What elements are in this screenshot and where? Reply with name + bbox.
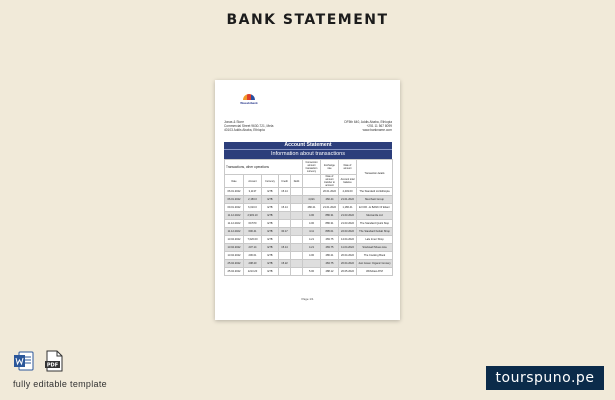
table-cell: 22.03.2022	[339, 228, 357, 236]
table-row	[225, 228, 393, 236]
svg-text:PDF: PDF	[46, 362, 59, 369]
table-cell: 4,449.00	[339, 188, 357, 196]
table-cell: ETB	[262, 204, 279, 212]
header-amount: Amount	[244, 175, 262, 188]
table-cell: 486.21	[321, 252, 339, 260]
address-line: +251 11 567 8099	[366, 124, 392, 128]
table-row	[225, 196, 393, 204]
table-cell: 11.04.2022	[339, 244, 357, 252]
table-cell: 4.11	[303, 228, 321, 236]
table-cell: 21.01.2022	[321, 204, 339, 212]
table-cell: ETB	[262, 212, 279, 220]
table-cell: 484.75	[321, 260, 339, 268]
table-cell: 25.04.2022	[225, 268, 244, 276]
table-cell: 237.14	[244, 244, 262, 252]
table-cell: 15.22	[279, 260, 291, 268]
table-cell: 6,010.0	[244, 204, 262, 212]
table-row	[225, 252, 393, 260]
table-cell: 14.04.2022	[339, 236, 357, 244]
table-cell: 886.31	[321, 212, 339, 220]
table-cell: 600.41	[244, 228, 262, 236]
transactions-table	[224, 159, 393, 276]
header-date-note: Date of amount transfer to account	[321, 175, 339, 188]
table-cell: 13.04.2022	[225, 244, 244, 252]
table-cell: 13.04.2022	[225, 252, 244, 260]
page-title: BANK STATEMENT	[226, 12, 389, 28]
address-line: 40103 Addis Ababa, Ethiopia	[224, 128, 265, 132]
table-cell: 208.20	[244, 260, 262, 268]
table-cell: E FOR - E BANK Of Ebanr	[357, 204, 393, 212]
address-line: Commercial Street 9630-721, Mela	[224, 124, 274, 128]
table-cell: 13.04.2022	[225, 236, 244, 244]
table-cell: 20.04.2022	[339, 260, 357, 268]
table-row	[225, 188, 393, 196]
table-cell: 1,186.41	[339, 204, 357, 212]
table-cell: Stockwell Shoes Ana	[357, 244, 393, 252]
table-cell	[291, 188, 303, 196]
table-cell: 488.12	[321, 268, 339, 276]
bank-address	[328, 120, 392, 132]
table-cell: 4,021	[303, 196, 321, 204]
table-cell: 21.01.2022	[339, 196, 357, 204]
table-cell: 11.12.2022	[225, 212, 244, 220]
table-cell: 60.570	[244, 220, 262, 228]
table-cell: 1213.20	[244, 268, 262, 276]
banner-title: Account Statement	[284, 142, 332, 148]
table-row	[225, 236, 393, 244]
table-cell: 206.01	[244, 252, 262, 260]
table-cell: ETB	[262, 228, 279, 236]
table-cell: 11.12.2022	[225, 228, 244, 236]
table-cell	[279, 268, 291, 276]
table-cell	[279, 236, 291, 244]
table-cell	[303, 260, 321, 268]
banner-subtitle: Information about transactions	[224, 149, 392, 158]
table-cell: The Standard Quick Stop	[357, 220, 393, 228]
table-cell: 4.00	[303, 252, 321, 260]
table-cell: Mercantile Ltd	[357, 212, 393, 220]
word-icon	[13, 350, 35, 372]
table-cell	[291, 268, 303, 276]
table-row	[225, 220, 393, 228]
table-cell	[279, 212, 291, 220]
group-header: Transactions, other operations	[225, 160, 303, 175]
table-cell: 15.14	[279, 188, 291, 196]
table-cell: ETB	[262, 252, 279, 260]
table-cell: 20.04.2022	[339, 252, 357, 260]
table-cell	[291, 204, 303, 212]
editable-caption: fully editable template	[13, 379, 107, 389]
table-row	[225, 204, 393, 212]
statement-banner	[224, 142, 392, 159]
table-cell: 25.04.2022	[225, 260, 244, 268]
table-cell: ETB	[262, 260, 279, 268]
table-cell	[279, 220, 291, 228]
format-icons	[13, 350, 65, 372]
table-cell	[303, 188, 321, 196]
table-cell: 21.03.2022	[339, 220, 357, 228]
table-cell	[279, 196, 291, 204]
table-cell: Lalu Inner Shop	[357, 236, 393, 244]
logo-text: Wasabibank	[240, 101, 258, 105]
table-cell: 2,150.0	[244, 196, 262, 204]
table-cell	[291, 212, 303, 220]
table-cell: 480.21	[303, 204, 321, 212]
table-cell	[291, 228, 303, 236]
table-cell: 15.14	[279, 244, 291, 252]
table-cell: 06.01.2022	[225, 196, 244, 204]
table-cell: 5.00	[303, 268, 321, 276]
header-transaction-details: Transaction details	[357, 160, 393, 188]
table-cell	[279, 252, 291, 260]
table-cell: Withdraw ATM	[357, 268, 393, 276]
address-line: Jonas & Store	[224, 120, 245, 124]
table-cell: 7,020.00	[244, 236, 262, 244]
table-cell: 20.05.2022	[339, 268, 357, 276]
header-credit: Credit	[279, 175, 291, 188]
table-cell: 4.21	[303, 236, 321, 244]
table-cell: Just Green Organic Grocery	[357, 260, 393, 268]
header-debit: Debit	[291, 175, 303, 188]
table-cell: Merchant Group	[357, 196, 393, 204]
table-cell: 20.01.2022	[321, 188, 339, 196]
address-line: DF5th 640, Addis Ababa, Ethiopia	[344, 120, 392, 124]
table-cell: 09.01.2022	[225, 204, 244, 212]
table-cell: 895.01	[321, 228, 339, 236]
table-cell: 4.00	[303, 220, 321, 228]
pdf-icon	[43, 350, 65, 372]
table-cell: ETB	[262, 220, 279, 228]
header-blank	[303, 175, 321, 188]
header-balance: Account total balance	[339, 175, 357, 188]
bank-logo	[235, 94, 263, 105]
header-conversion: Conversion amount transaction currency	[303, 160, 321, 175]
table-cell	[291, 260, 303, 268]
address-line: www.bankname.com	[362, 128, 392, 132]
table-cell: ETB	[262, 244, 279, 252]
table-row	[225, 212, 393, 220]
table-cell: 30.17	[279, 228, 291, 236]
brand-badge[interactable]: tourspuno.pe	[486, 366, 604, 390]
table-cell	[291, 220, 303, 228]
table-cell: 469.75	[321, 236, 339, 244]
transactions-body	[225, 188, 393, 276]
table-cell: 15.14	[279, 204, 291, 212]
table-cell: 469.75	[321, 244, 339, 252]
table-cell: The Standard Ltd Ethiopia	[357, 188, 393, 196]
header-exchange-rate: Exchange rate	[321, 160, 339, 175]
table-cell: 11.12.2022	[225, 220, 244, 228]
table-row	[225, 244, 393, 252]
table-cell	[291, 252, 303, 260]
table-cell	[291, 196, 303, 204]
header-date: Date	[225, 175, 244, 188]
logo-mark-icon	[243, 94, 255, 100]
table-cell: ETB	[262, 268, 279, 276]
table-cell	[291, 244, 303, 252]
table-cell: ETB	[262, 236, 279, 244]
table-cell: ETB	[262, 188, 279, 196]
table-cell: 460.44	[321, 196, 339, 204]
table-cell: The Standard Kebab Shop	[357, 228, 393, 236]
header-date-of-amount: Date of amount	[339, 160, 357, 175]
table-cell: 3,1137	[244, 188, 262, 196]
table-cell	[291, 236, 303, 244]
table-cell: 2,903.10	[244, 212, 262, 220]
table-cell: 886.31	[321, 220, 339, 228]
table-row	[225, 268, 393, 276]
table-row	[225, 260, 393, 268]
page-number: Page 1/1	[301, 297, 314, 301]
table-cell: 06.01.2022	[225, 188, 244, 196]
statement-preview[interactable]	[215, 80, 400, 320]
header-currency: Currency	[262, 175, 279, 188]
table-cell: ETB	[262, 196, 279, 204]
customer-address	[224, 120, 304, 132]
table-cell: 21.03.2022	[339, 212, 357, 220]
table-cell: 4.21	[303, 244, 321, 252]
table-cell: The Cooking Book	[357, 252, 393, 260]
table-cell: 4.00	[303, 212, 321, 220]
